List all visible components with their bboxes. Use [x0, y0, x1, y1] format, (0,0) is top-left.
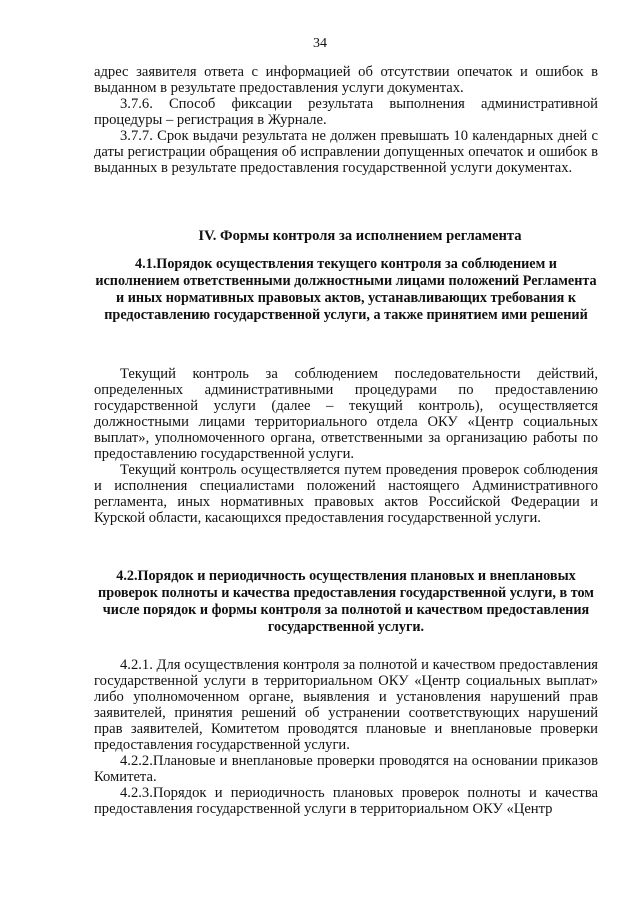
section-4-title: IV. Формы контроля за исполнением регламента	[198, 228, 522, 244]
subsection-4-2-body	[94, 657, 598, 817]
subsection-4-2-title: 4.2.Порядок и периодичность осуществления плановых и внеплановых проверок полноты и качества предоставления государственной услуги, в том числе порядок и формы контроля за полнотой и качеством предоставления государственной услуги.	[98, 568, 594, 635]
paragraph-control-method: Текущий контроль осуществляется путем проведения проверок соблюдения и исполнения специалистами положений настоящего Административного регламента, иных нормативных правовых актов Российской Федерации и Курской области, касающихся предоставления государственной услуги.	[94, 462, 598, 526]
subsection-4-1-body	[94, 366, 598, 526]
paragraph-3-7-6: 3.7.6. Способ фиксации результата выполнения административной процедуры – регистрация в Журнале.	[94, 96, 598, 128]
paragraph-3-7-7: 3.7.7. Срок выдачи результата не должен превышать 10 календарных дней с даты регистрации обращения об исправлении допущенных опечаток и ошибок в выданных в результате предоставления государственной услуги документах.	[94, 128, 598, 176]
paragraph-4-2-2: 4.2.2.Плановые и внеплановые проверки проводятся на основании приказов Комитета.	[94, 753, 598, 785]
paragraph-current-control: Текущий контроль за соблюдением последовательности действий, определенных административными процедурами по предоставлению государственной услуги (далее – текущий контроль), осуществляется должностными лицами территориального отдела ОКУ «Центр социальных выплат», уполномоченного органа, ответственными за организацию работы по предоставлению государственной услуги.	[94, 366, 598, 462]
page-number: 34	[313, 36, 327, 51]
subsection-4-1-title: 4.1.Порядок осуществления текущего контроля за соблюдением и исполнением ответственными должностными лицами положений Регламента и иных нормативных правовых актов, устанавливающих требования к предоставлению государственной услуги, а также принятием ими решений	[95, 256, 597, 323]
paragraph-4-2-3: 4.2.3.Порядок и периодичность плановых проверок полноты и качества предоставления государственной услуги в территориальном ОКУ «Центр	[94, 785, 598, 817]
intro-block	[94, 64, 598, 176]
paragraph-address: адрес заявителя ответа с информацией об отсутствии опечаток и ошибок в выданном в результате предоставления услуги документах.	[94, 64, 598, 96]
paragraph-4-2-1: 4.2.1. Для осуществления контроля за полнотой и качеством предоставления государственной услуги в территориальном ОКУ «Центр социальных выплат» либо уполномоченном органе, выявления и установления нарушений прав заявителей, принятия решений об устранении соответствующих нарушений прав заявителей, Комитетом проводятся плановые и внеплановые проверки предоставления государственной услуги.	[94, 657, 598, 753]
